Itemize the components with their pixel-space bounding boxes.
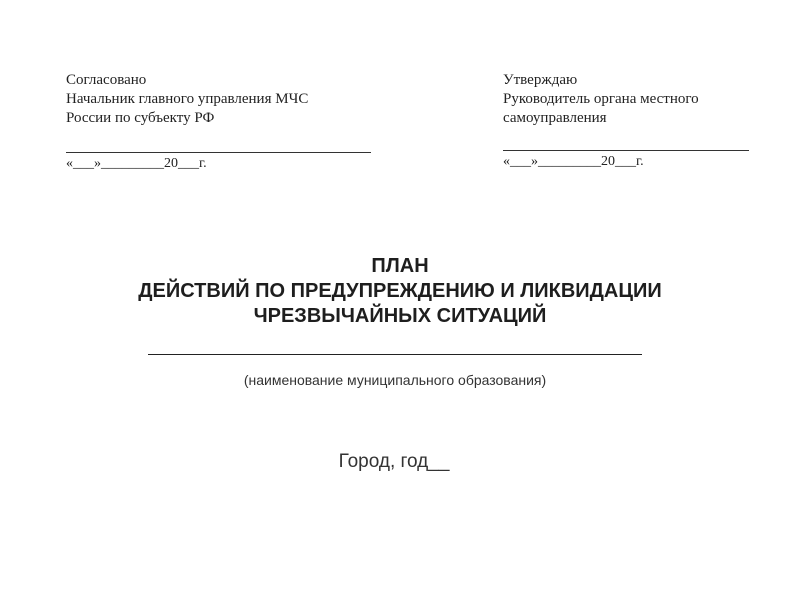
approval-left-position: Начальник главного управления МЧС — [66, 91, 309, 107]
approval-left-heading: Согласовано — [66, 72, 147, 88]
title-line-2: ДЕЙСТВИЙ ПО ПРЕДУПРЕЖДЕНИЮ И ЛИКВИДАЦИИ — [138, 280, 662, 302]
approval-left-region: России по субъекту РФ — [66, 110, 215, 126]
title-line-1: ПЛАН — [371, 255, 429, 277]
approval-right-heading: Утверждаю — [503, 72, 578, 88]
approval-right-body: самоуправления — [503, 110, 607, 126]
city-year-line: Город, год__ — [338, 451, 450, 472]
document-title — [0, 254, 800, 329]
municipality-caption: (наименование муниципального образования) — [243, 372, 547, 388]
approval-right-position: Руководитель органа местного — [503, 91, 699, 107]
date-line-right: «___»_________20___г. — [503, 154, 644, 169]
date-line-left: «___»_________20___г. — [66, 156, 207, 171]
approval-block-right — [503, 71, 699, 128]
municipality-name-line — [148, 354, 642, 355]
approval-block-left — [66, 71, 308, 128]
title-line-3: ЧРЕЗВЫЧАЙНЫХ СИТУАЦИЙ — [253, 305, 547, 327]
signature-line-right — [503, 150, 749, 151]
signature-line-left — [66, 152, 371, 153]
